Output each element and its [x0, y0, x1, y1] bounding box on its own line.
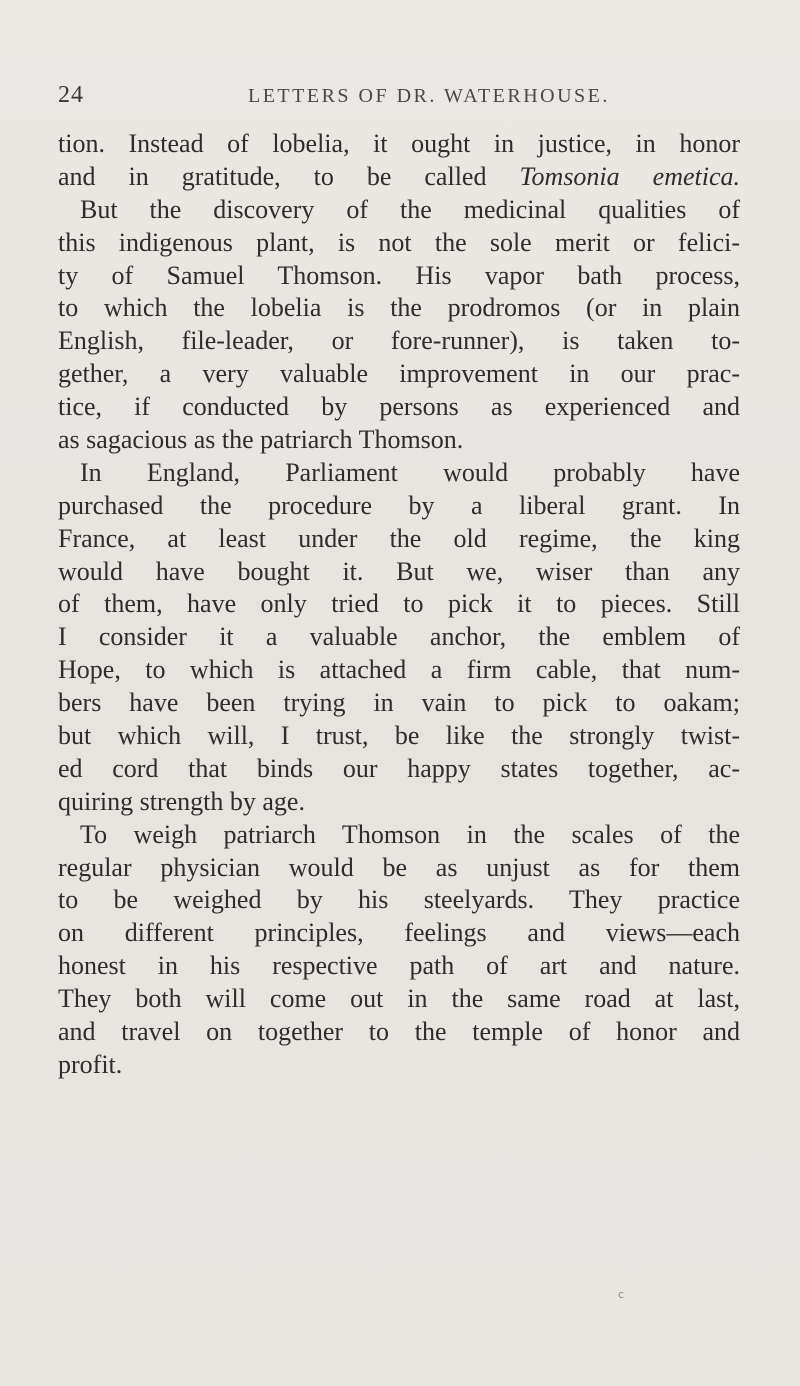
- page-header: [58, 82, 738, 112]
- text-line: gether, a very valuable improvement in our prac-: [58, 359, 740, 389]
- footer-mark: c: [618, 1288, 625, 1301]
- text-line: tion. Instead of lobelia, it ought in justice, in honor: [58, 129, 740, 158]
- text-line: and travel on together to the temple of honor and: [58, 1017, 740, 1047]
- text-line: as sagacious as the patriarch Thomson.: [58, 425, 464, 455]
- text-line-segment: and in gratitude, to be called: [58, 161, 487, 191]
- text-line: but which will, I trust, be like the strongly twist-: [58, 721, 740, 751]
- page-number: 24: [58, 82, 84, 108]
- text-line: They both will come out in the same road at last,: [58, 984, 740, 1014]
- text-line: to be weighed by his steelyards. They practice: [58, 885, 740, 915]
- text-line: on different principles, feelings and views—each: [58, 918, 740, 948]
- text-line: ed cord that binds our happy states together, ac-: [58, 753, 740, 783]
- text-line: quiring strength by age.: [58, 786, 305, 816]
- text-line: tice, if conducted by persons as experienced and: [58, 392, 740, 422]
- text-line: English, file-leader, or fore-runner), is taken to-: [58, 326, 740, 356]
- text-line: Hope, to which is attached a firm cable, that num-: [58, 655, 740, 685]
- text-line: would have bought it. But we, wiser than any: [58, 556, 740, 586]
- text-line: to which the lobelia is the prodromos (or in plain: [58, 293, 740, 323]
- text-line: this indigenous plant, is not the sole merit or felici-: [58, 227, 740, 257]
- text-line: But the discovery of the medicinal qualities of: [80, 194, 740, 224]
- text-line: [58, 161, 740, 194]
- text-line: France, at least under the old regime, the king: [58, 523, 740, 553]
- text-line: of them, have only tried to pick it to pieces. Still: [58, 589, 740, 619]
- text-line: purchased the procedure by a liberal grant. In: [58, 490, 740, 520]
- text-line: I consider it a valuable anchor, the emblem of: [58, 622, 740, 652]
- text-line: To weigh patriarch Thomson in the scales of the: [80, 819, 740, 849]
- text-line: regular physician would be as unjust as for them: [58, 852, 740, 882]
- text-line: profit.: [58, 1049, 123, 1079]
- body-text: [58, 128, 740, 1082]
- running-head: LETTERS OF DR. WATERHOUSE.: [248, 85, 610, 107]
- text-line: In England, Parliament would probably have: [80, 457, 740, 487]
- italic-phrase: Tomsonia emetica.: [519, 161, 740, 191]
- text-line: ty of Samuel Thomson. His vapor bath process,: [58, 260, 740, 290]
- text-line: bers have been trying in vain to pick to oakam;: [58, 688, 740, 718]
- text-line: honest in his respective path of art and nature.: [58, 951, 740, 981]
